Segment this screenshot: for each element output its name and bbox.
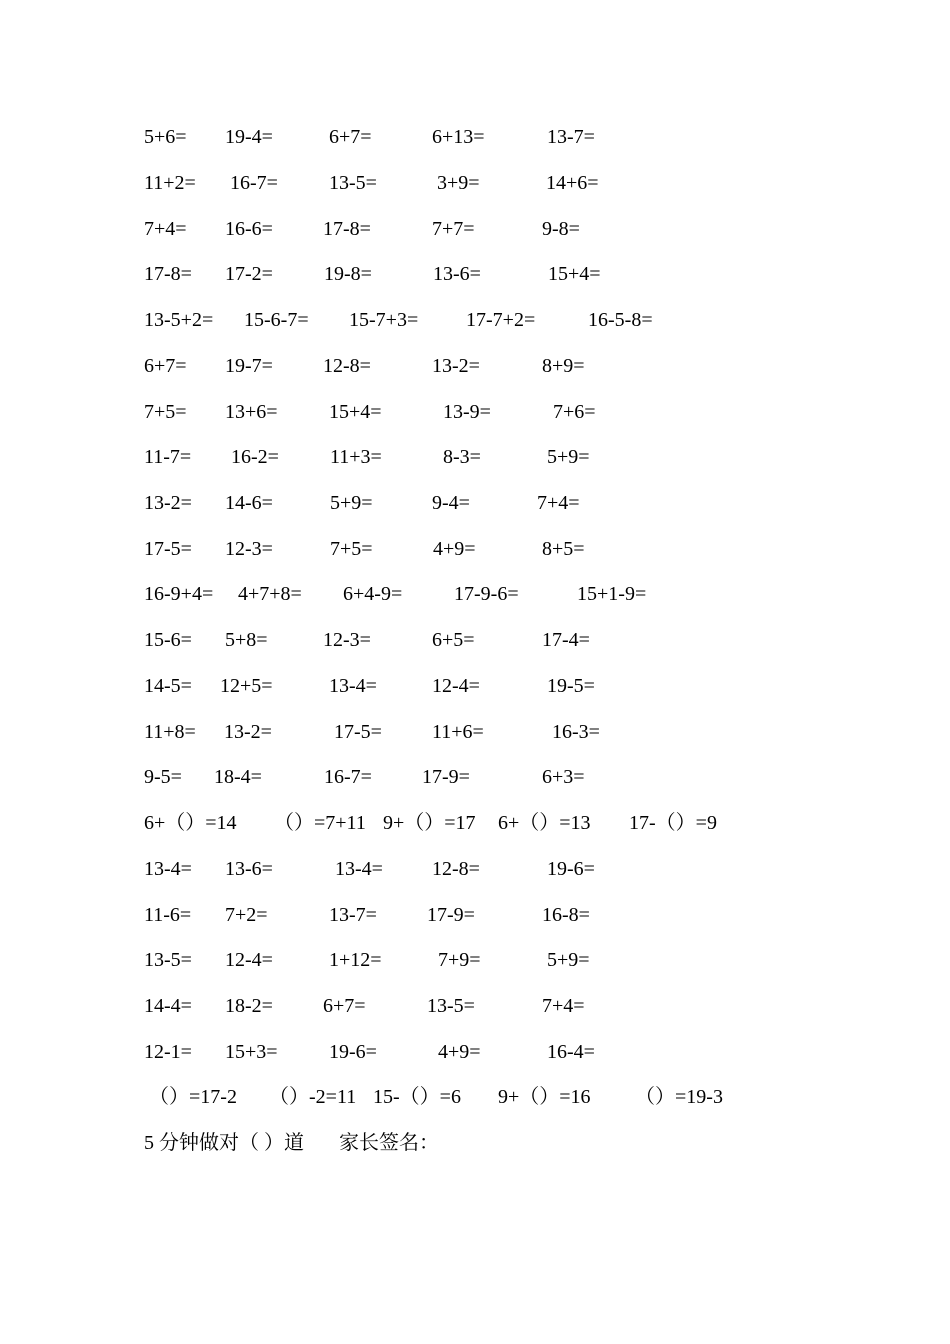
math-problem: 16-5-8= (588, 309, 653, 331)
math-problem: 13-2= (144, 492, 192, 514)
math-problem: （）=19-3 (635, 1086, 723, 1108)
math-problem: 11+2= (144, 172, 196, 194)
math-problem: 12+5= (220, 675, 273, 697)
math-problem: 11-7= (144, 446, 192, 468)
math-problem: 17-9-6= (454, 583, 519, 605)
math-problem: 15-（）=6 (373, 1086, 461, 1108)
math-problem: 8+9= (542, 355, 585, 377)
math-problem: 7+7= (432, 218, 475, 240)
math-problem: 12-3= (323, 629, 371, 651)
math-problem: 1+12= (329, 949, 382, 971)
math-problem: 18-2= (225, 995, 273, 1017)
problem-row (0, 259, 950, 289)
math-problem: 5+9= (547, 949, 590, 971)
problem-row (0, 305, 950, 335)
math-problem: 4+7+8= (238, 583, 302, 605)
math-problem: 14+6= (546, 172, 599, 194)
math-problem: 17-7+2= (466, 309, 536, 331)
problem-row (0, 579, 950, 609)
math-problem: 19-4= (225, 126, 273, 148)
math-problem: 13+6= (225, 401, 278, 423)
math-problem: 12-3= (225, 538, 273, 560)
math-problem: 17-9= (422, 766, 470, 788)
math-problem: 15+4= (548, 263, 601, 285)
math-problem: 17-5= (334, 721, 382, 743)
math-problem: 19-5= (547, 675, 595, 697)
problem-row (0, 351, 950, 381)
parent-signature-label: 家长签名： (339, 1132, 439, 1154)
math-problem: 19-7= (225, 355, 273, 377)
problem-row (0, 1037, 950, 1067)
math-problem: 7+5= (330, 538, 373, 560)
math-problem: 16-6= (225, 218, 273, 240)
math-problem: 11+3= (330, 446, 382, 468)
math-problem: （）=17-2 (149, 1086, 237, 1108)
math-problem: 7+4= (537, 492, 580, 514)
math-problem: 17-9= (427, 904, 475, 926)
math-problem: 5+8= (225, 629, 268, 651)
math-problem: 16-8= (542, 904, 590, 926)
math-problem: 6+7= (329, 126, 372, 148)
math-problem: 16-3= (552, 721, 600, 743)
math-problem: 15+3= (225, 1041, 278, 1063)
problem-row (0, 397, 950, 427)
math-problem: 13-7= (329, 904, 377, 926)
math-problem: 13-5= (329, 172, 377, 194)
math-problem: 16-7= (324, 766, 372, 788)
math-problem: 12-4= (225, 949, 273, 971)
math-problem: 16-9+4= (144, 583, 214, 605)
math-problem: 13-5+2= (144, 309, 214, 331)
math-problem: （）=7+11 (274, 812, 366, 834)
math-problem: 6+7= (144, 355, 187, 377)
math-problem: 8+5= (542, 538, 585, 560)
math-problem: 13-9= (443, 401, 491, 423)
math-problem: 12-8= (432, 858, 480, 880)
problem-row (0, 122, 950, 152)
math-problem: 11+6= (432, 721, 484, 743)
math-problem: 12-8= (323, 355, 371, 377)
math-problem: 15+1-9= (577, 583, 647, 605)
math-problem: 13-5= (427, 995, 475, 1017)
math-problem: 5+9= (330, 492, 373, 514)
math-problem: 11-6= (144, 904, 192, 926)
math-problem: 9-4= (432, 492, 470, 514)
problem-row (0, 168, 950, 198)
math-problem: 19-6= (329, 1041, 377, 1063)
math-problem: 4+9= (438, 1041, 481, 1063)
math-problem: 9+（）=16 (498, 1086, 591, 1108)
math-problem: 3+9= (437, 172, 480, 194)
math-problem: 16-2= (231, 446, 279, 468)
math-problem: 7+4= (542, 995, 585, 1017)
math-problem: 4+9= (433, 538, 476, 560)
math-problem: 17-8= (323, 218, 371, 240)
math-problem: 13-7= (547, 126, 595, 148)
math-problem: 8-3= (443, 446, 481, 468)
math-problem: 13-4= (329, 675, 377, 697)
problem-row (0, 671, 950, 701)
problem-row (0, 900, 950, 930)
problem-row (0, 808, 950, 838)
math-problem: 15-6-7= (244, 309, 309, 331)
math-problem: 13-4= (144, 858, 192, 880)
math-problem: 16-4= (547, 1041, 595, 1063)
math-problem: 9+（）=17 (383, 812, 476, 834)
math-problem: 17-4= (542, 629, 590, 651)
math-problem: 6+（）=13 (498, 812, 591, 834)
problem-row (0, 214, 950, 244)
problem-row (0, 945, 950, 975)
math-problem: 14-5= (144, 675, 192, 697)
math-problem: 6+3= (542, 766, 585, 788)
math-problem: 17-2= (225, 263, 273, 285)
math-problem: 6+13= (432, 126, 485, 148)
worksheet-footer (144, 1128, 439, 1158)
math-problem: 13-2= (224, 721, 272, 743)
math-problem: 7+9= (438, 949, 481, 971)
math-problem: 6+（）=14 (144, 812, 237, 834)
problem-row (0, 625, 950, 655)
math-problem: 18-4= (214, 766, 262, 788)
math-problem: 13-6= (433, 263, 481, 285)
math-problem: 15-7+3= (349, 309, 419, 331)
math-problem: 7+2= (225, 904, 268, 926)
math-problem: 17-（）=9 (629, 812, 717, 834)
problem-row (0, 488, 950, 518)
problem-row (0, 717, 950, 747)
math-problem: （）-2=11 (269, 1086, 357, 1108)
math-problem: 5+6= (144, 126, 187, 148)
problem-row (0, 1082, 950, 1112)
math-problem: 12-1= (144, 1041, 192, 1063)
math-problem: 7+6= (553, 401, 596, 423)
math-problem: 15-6= (144, 629, 192, 651)
math-problem: 13-5= (144, 949, 192, 971)
math-problem: 7+4= (144, 218, 187, 240)
correct-count-label: 5 分钟做对（ ）道 (144, 1132, 304, 1154)
math-problem: 16-7= (230, 172, 278, 194)
math-problem: 6+5= (432, 629, 475, 651)
math-problem: 6+7= (323, 995, 366, 1017)
math-problem: 11+8= (144, 721, 196, 743)
math-problem: 15+4= (329, 401, 382, 423)
math-problem: 14-6= (225, 492, 273, 514)
math-problem: 9-8= (542, 218, 580, 240)
math-problem: 17-8= (144, 263, 192, 285)
math-problem: 19-8= (324, 263, 372, 285)
math-problem: 5+9= (547, 446, 590, 468)
math-problem: 13-4= (335, 858, 383, 880)
problem-row (0, 442, 950, 472)
math-problem: 9-5= (144, 766, 182, 788)
math-problem: 19-6= (547, 858, 595, 880)
problem-row (0, 854, 950, 884)
math-problem: 7+5= (144, 401, 187, 423)
math-problem: 14-4= (144, 995, 192, 1017)
math-problem: 13-2= (432, 355, 480, 377)
problem-row (0, 991, 950, 1021)
problem-row (0, 762, 950, 792)
problem-row (0, 534, 950, 564)
math-problem: 17-5= (144, 538, 192, 560)
math-problem: 12-4= (432, 675, 480, 697)
math-problem: 6+4-9= (343, 583, 403, 605)
math-problem: 13-6= (225, 858, 273, 880)
